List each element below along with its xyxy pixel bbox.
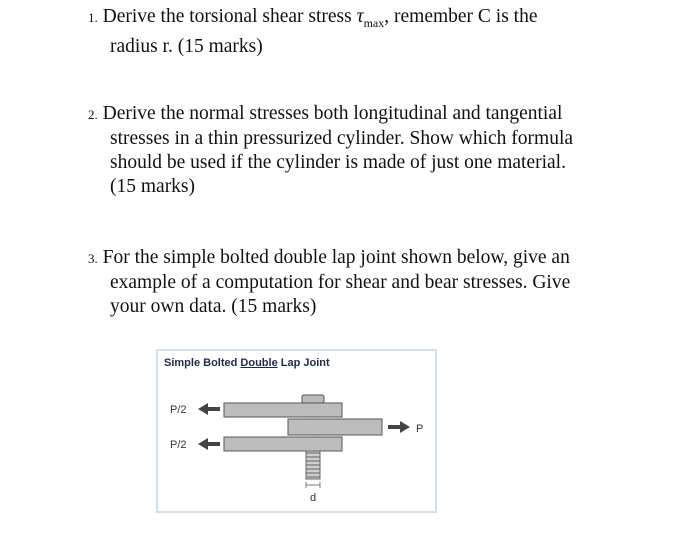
question-2-line-1: Derive the normal stresses both longitudinal and tangential [102,103,563,124]
bolt-thread [306,451,320,479]
question-1-number: 1. [88,10,98,25]
arrow-left-bottom [198,438,220,450]
figure-title-part-1: Simple Bolted [164,357,241,369]
bolt-shank [306,417,320,419]
question-2-line-3: should be used if the cylinder is made of just one material. [110,152,566,173]
bottom-plate [224,437,342,451]
question-2-line-2: stresses in a thin pressurized cylinder. Show which formula [110,128,574,149]
question-1-text-start: Derive the torsional shear stress [102,6,357,27]
bolt-head [302,395,324,403]
tau-symbol: τ [356,6,364,27]
load-label-top: P/2 [170,404,187,416]
arrow-left-top [198,403,220,415]
bolt-shank-lower [306,435,320,437]
question-3-line-2: example of a computation for shear and bear stresses. Give [110,272,571,293]
middle-plate [288,419,382,435]
question-2-line-4: (15 marks) [110,176,196,197]
question-3-line-1: For the simple bolted double lap joint shown below, give an [102,247,570,268]
question-3-number: 3. [88,251,98,266]
question-1-text-end: , remember C is the [384,6,538,27]
question-2 [88,102,648,199]
lap-joint-diagram [158,351,435,511]
load-label-right: P [416,423,424,435]
load-label-bottom: P/2 [170,439,187,451]
figure-title-underlined: Double [240,357,278,369]
question-1 [88,5,648,59]
question-3 [88,246,648,319]
question-3-line-3: your own data. (15 marks) [110,296,317,317]
figure-title [164,357,330,369]
lap-joint-figure [156,349,437,513]
arrow-right [388,421,410,433]
top-plate [224,403,342,417]
question-2-number: 2. [88,107,98,122]
diameter-label: d [310,492,317,504]
tau-subscript: max [363,16,385,30]
figure-title-part-2: Lap Joint [277,357,330,369]
question-1-line-2: radius r. (15 marks) [110,36,263,57]
